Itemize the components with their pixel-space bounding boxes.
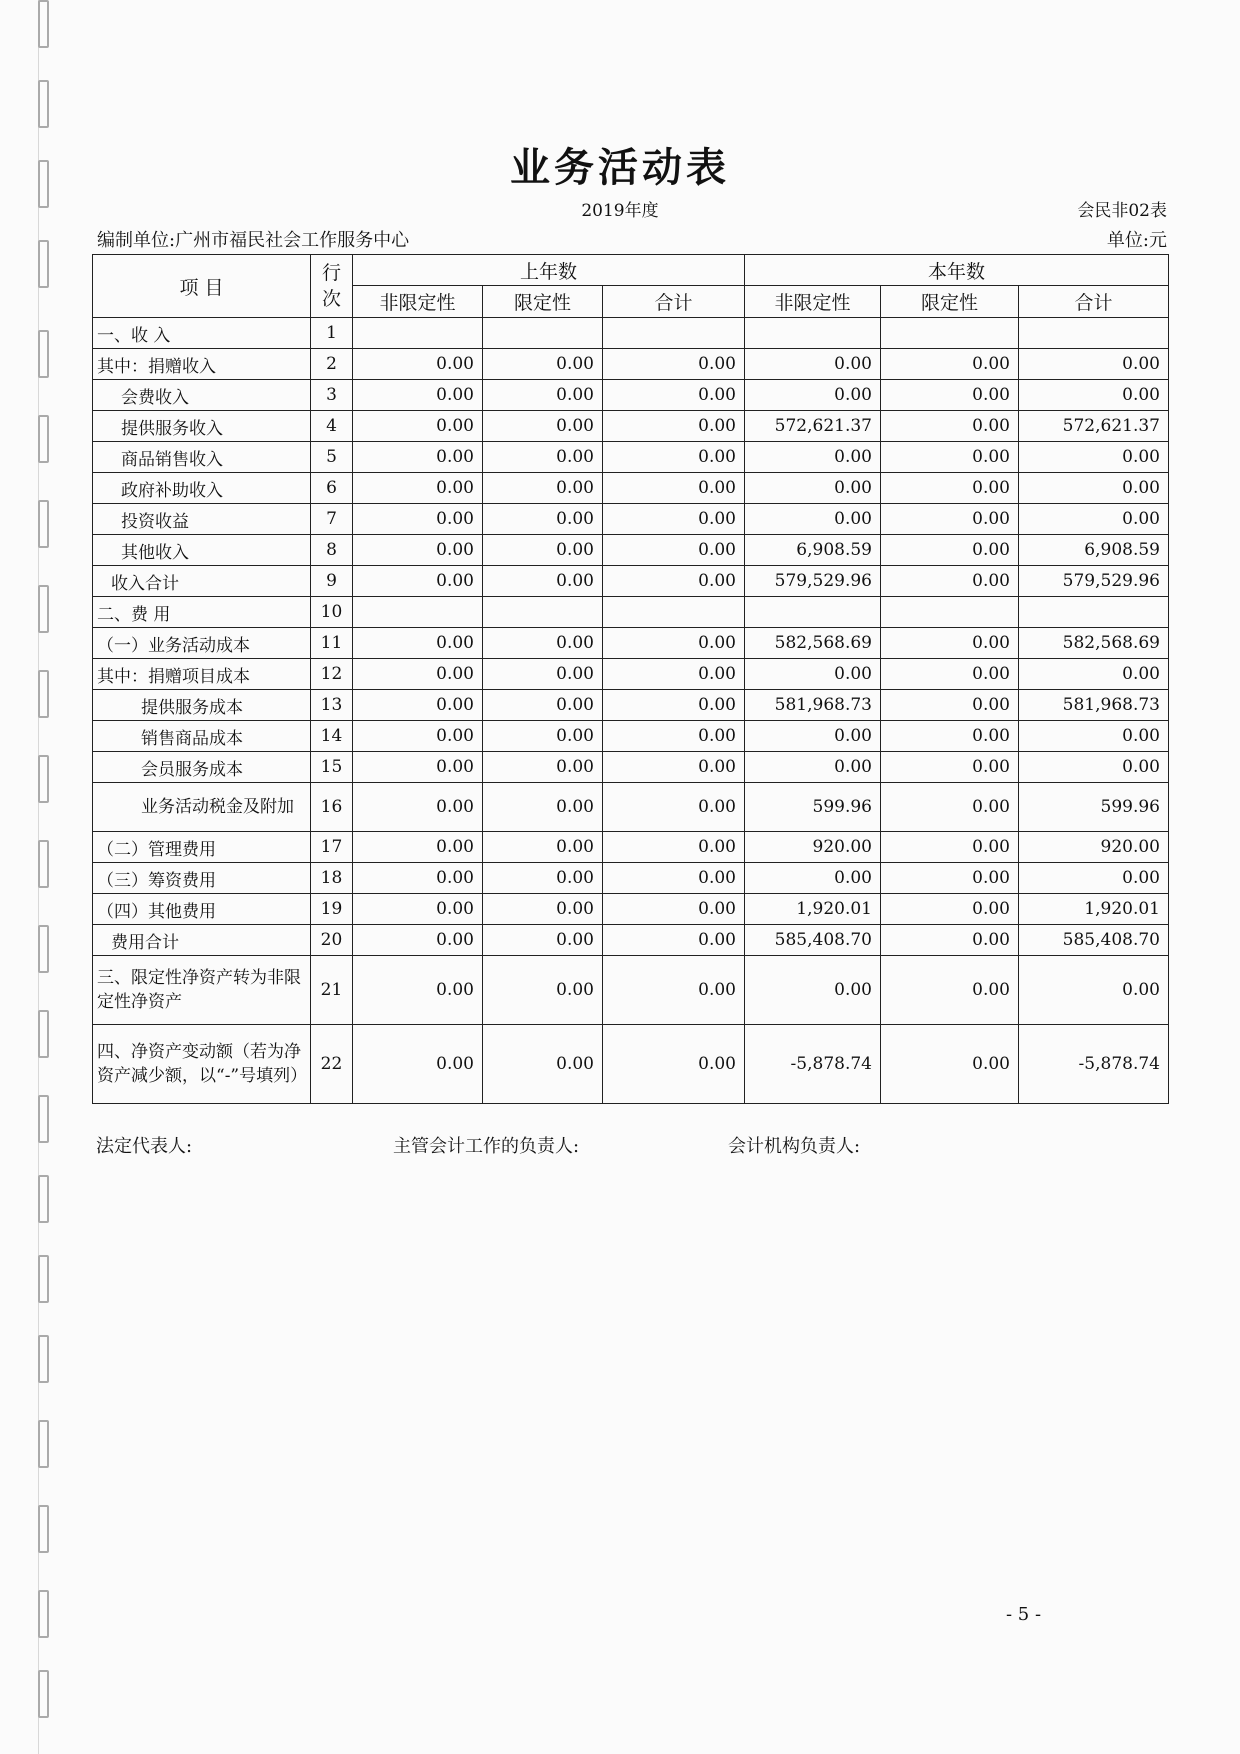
binding-hole [38, 840, 49, 888]
row-label: 其他收入 [93, 535, 311, 566]
header-current-total: 合计 [1019, 286, 1169, 318]
cell-value: 0.00 [1019, 442, 1169, 473]
cell-value: 0.00 [603, 863, 745, 894]
cell-value: 581,968.73 [745, 690, 881, 721]
cell-value: 0.00 [603, 535, 745, 566]
signature-legal-representative: 法定代表人: [96, 1136, 193, 1157]
cell-value: 0.00 [353, 956, 483, 1025]
cell-value: 572,621.37 [745, 411, 881, 442]
cell-value [1019, 597, 1169, 628]
table-row [93, 566, 1169, 597]
cell-value: 920.00 [1019, 832, 1169, 863]
cell-value: 0.00 [603, 473, 745, 504]
cell-value: 0.00 [881, 894, 1019, 925]
table-row [93, 690, 1169, 721]
cell-value: 0.00 [881, 690, 1019, 721]
cell-value [603, 318, 745, 349]
cell-value: 0.00 [603, 752, 745, 783]
cell-value: 0.00 [1019, 956, 1169, 1025]
cell-value: 0.00 [881, 380, 1019, 411]
row-label-text: 业务活动税金及附加 [141, 797, 294, 817]
header-current-restricted: 限定性 [881, 286, 1019, 318]
row-line-no: 13 [311, 690, 353, 721]
row-label: 一、收 入 [93, 318, 311, 349]
header-current-unrestricted: 非限定性 [745, 286, 881, 318]
cell-value: 0.00 [353, 504, 483, 535]
cell-value: 0.00 [603, 442, 745, 473]
cell-value: 0.00 [603, 690, 745, 721]
cell-value: 0.00 [483, 628, 603, 659]
cell-value [353, 597, 483, 628]
cell-value: 0.00 [483, 894, 603, 925]
row-label [93, 783, 311, 832]
form-number: 会民非02表 [1077, 201, 1167, 221]
cell-value: 0.00 [1019, 721, 1169, 752]
binding-hole [38, 925, 49, 973]
cell-value: 1,920.01 [1019, 894, 1169, 925]
cell-value: 0.00 [483, 566, 603, 597]
cell-value: 0.00 [603, 566, 745, 597]
cell-value: 0.00 [881, 721, 1019, 752]
row-line-no: 15 [311, 752, 353, 783]
row-line-no: 3 [311, 380, 353, 411]
header-prior-restricted: 限定性 [483, 286, 603, 318]
cell-value: 0.00 [603, 832, 745, 863]
row-label: （一）业务活动成本 [93, 628, 311, 659]
cell-value: 0.00 [745, 956, 881, 1025]
header-item: 项 目 [93, 255, 311, 318]
binding-hole [38, 1590, 49, 1638]
cell-value: 0.00 [603, 628, 745, 659]
cell-value: 0.00 [353, 721, 483, 752]
cell-value: 0.00 [603, 783, 745, 832]
cell-value: 0.00 [353, 380, 483, 411]
binding-hole [38, 80, 49, 128]
table-row [93, 783, 1169, 832]
cell-value: 0.00 [603, 659, 745, 690]
row-line-no: 9 [311, 566, 353, 597]
cell-value [483, 318, 603, 349]
binding-hole [38, 670, 49, 718]
table-row [93, 318, 1169, 349]
row-line-no: 6 [311, 473, 353, 504]
cell-value: 0.00 [745, 504, 881, 535]
cell-value: 0.00 [353, 535, 483, 566]
cell-value: 0.00 [353, 832, 483, 863]
cell-value: 0.00 [353, 473, 483, 504]
cell-value: 0.00 [881, 411, 1019, 442]
cell-value: 0.00 [483, 690, 603, 721]
row-label: 会费收入 [93, 380, 311, 411]
cell-value: 0.00 [353, 566, 483, 597]
row-label: 四、净资产变动额（若为净资产减少额，以“-”号填列） [93, 1025, 311, 1104]
row-line-no: 2 [311, 349, 353, 380]
cell-value: 0.00 [483, 442, 603, 473]
cell-value: 0.00 [745, 659, 881, 690]
cell-value [603, 597, 745, 628]
cell-value [745, 318, 881, 349]
cell-value: 0.00 [603, 894, 745, 925]
cell-value: -5,878.74 [745, 1025, 881, 1104]
cell-value: 0.00 [483, 721, 603, 752]
table-row [93, 956, 1169, 1025]
cell-value: 0.00 [881, 473, 1019, 504]
binding-hole [38, 1670, 49, 1718]
cell-value: 0.00 [353, 863, 483, 894]
cell-value: 0.00 [603, 504, 745, 535]
cell-value: 0.00 [483, 752, 603, 783]
cell-value: 0.00 [353, 752, 483, 783]
cell-value: 0.00 [881, 442, 1019, 473]
row-line-no: 4 [311, 411, 353, 442]
row-label: （四）其他费用 [93, 894, 311, 925]
cell-value: 0.00 [483, 1025, 603, 1104]
row-label: 收入合计 [93, 566, 311, 597]
cell-value: 582,568.69 [1019, 628, 1169, 659]
cell-value: 0.00 [603, 349, 745, 380]
currency-unit: 单位:元 [1106, 230, 1167, 251]
cell-value: 0.00 [881, 1025, 1019, 1104]
cell-value: 0.00 [881, 659, 1019, 690]
cell-value: 581,968.73 [1019, 690, 1169, 721]
page-number: - 5 - [1006, 1604, 1042, 1625]
row-line-no: 16 [311, 783, 353, 832]
binding-holes [38, 0, 52, 1754]
cell-value: 920.00 [745, 832, 881, 863]
cell-value [881, 318, 1019, 349]
cell-value: 0.00 [603, 925, 745, 956]
cell-value: 0.00 [881, 925, 1019, 956]
cell-value: 0.00 [483, 659, 603, 690]
cell-value: 0.00 [353, 628, 483, 659]
binding-hole [38, 755, 49, 803]
header-current-year: 本年数 [745, 255, 1169, 286]
table-row [93, 863, 1169, 894]
table-row [93, 473, 1169, 504]
binding-hole [38, 585, 49, 633]
table-row [93, 752, 1169, 783]
cell-value: 0.00 [1019, 473, 1169, 504]
page-title: 业务活动表 [510, 144, 730, 191]
cell-value: 0.00 [603, 956, 745, 1025]
cell-value: 579,529.96 [745, 566, 881, 597]
table-row [93, 925, 1169, 956]
cell-value: 0.00 [353, 411, 483, 442]
cell-value: 0.00 [603, 721, 745, 752]
binding-hole [38, 1010, 49, 1058]
table-row [93, 504, 1169, 535]
cell-value [881, 597, 1019, 628]
cell-value [353, 318, 483, 349]
row-label: 提供服务收入 [93, 411, 311, 442]
cell-value: 0.00 [353, 1025, 483, 1104]
cell-value: 0.00 [881, 752, 1019, 783]
cell-value: 0.00 [353, 690, 483, 721]
binding-hole [38, 1505, 49, 1553]
row-line-no: 18 [311, 863, 353, 894]
cell-value: 599.96 [745, 783, 881, 832]
cell-value: 599.96 [1019, 783, 1169, 832]
row-line-no: 8 [311, 535, 353, 566]
cell-value: 585,408.70 [1019, 925, 1169, 956]
cell-value: 0.00 [483, 956, 603, 1025]
table-row [93, 349, 1169, 380]
row-line-no: 10 [311, 597, 353, 628]
binding-hole [38, 415, 49, 463]
row-label: 三、限定性净资产转为非限定性净资产 [93, 956, 311, 1025]
cell-value: 0.00 [353, 925, 483, 956]
table-row [93, 894, 1169, 925]
header-line-no: 行次 [311, 255, 353, 318]
binding-hole [38, 1255, 49, 1303]
row-label: 费用合计 [93, 925, 311, 956]
cell-value: 0.00 [483, 411, 603, 442]
binding-hole [38, 240, 49, 288]
binding-hole [38, 0, 49, 48]
cell-value [745, 597, 881, 628]
cell-value: 0.00 [745, 349, 881, 380]
binding-hole [38, 500, 49, 548]
row-label: 会员服务成本 [93, 752, 311, 783]
cell-value: 0.00 [353, 783, 483, 832]
cell-value: 0.00 [745, 863, 881, 894]
row-line-no: 17 [311, 832, 353, 863]
cell-value: 0.00 [483, 349, 603, 380]
row-label: 投资收益 [93, 504, 311, 535]
cell-value: 0.00 [1019, 349, 1169, 380]
row-line-no: 20 [311, 925, 353, 956]
cell-value: 0.00 [483, 473, 603, 504]
header-prior-year: 上年数 [353, 255, 745, 286]
cell-value [1019, 318, 1169, 349]
cell-value: 0.00 [483, 535, 603, 566]
header-prior-unrestricted: 非限定性 [353, 286, 483, 318]
binding-hole [38, 1175, 49, 1223]
cell-value: 0.00 [353, 659, 483, 690]
row-label: 商品销售收入 [93, 442, 311, 473]
cell-value: 0.00 [603, 380, 745, 411]
cell-value: 0.00 [1019, 752, 1169, 783]
row-line-no: 7 [311, 504, 353, 535]
row-label: 销售商品成本 [93, 721, 311, 752]
row-line-no: 5 [311, 442, 353, 473]
cell-value: 0.00 [881, 863, 1019, 894]
cell-value: 582,568.69 [745, 628, 881, 659]
cell-value: 0.00 [483, 380, 603, 411]
cell-value: 0.00 [745, 752, 881, 783]
cell-value: 0.00 [1019, 504, 1169, 535]
row-label: 其中：捐赠收入 [93, 349, 311, 380]
row-label: 提供服务成本 [93, 690, 311, 721]
cell-value: -5,878.74 [1019, 1025, 1169, 1104]
cell-value: 0.00 [353, 349, 483, 380]
cell-value: 572,621.37 [1019, 411, 1169, 442]
cell-value: 0.00 [1019, 659, 1169, 690]
row-label: 其中：捐赠项目成本 [93, 659, 311, 690]
cell-value: 0.00 [881, 956, 1019, 1025]
signature-accounting-dept-head: 会计机构负责人: [728, 1136, 861, 1157]
row-label: （二）管理费用 [93, 832, 311, 863]
cell-value: 0.00 [603, 411, 745, 442]
cell-value: 0.00 [1019, 863, 1169, 894]
cell-value: 6,908.59 [1019, 535, 1169, 566]
cell-value: 0.00 [881, 566, 1019, 597]
table-row [93, 1025, 1169, 1104]
binding-hole [38, 1095, 49, 1143]
report-year: 2019年度 [581, 201, 659, 221]
cell-value: 0.00 [881, 783, 1019, 832]
cell-value: 0.00 [745, 380, 881, 411]
cell-value: 0.00 [483, 863, 603, 894]
cell-value: 0.00 [483, 783, 603, 832]
table-row [93, 535, 1169, 566]
table-row [93, 597, 1169, 628]
signature-accounting-head: 主管会计工作的负责人: [393, 1136, 580, 1157]
cell-value: 0.00 [483, 925, 603, 956]
row-line-no: 12 [311, 659, 353, 690]
cell-value: 0.00 [603, 1025, 745, 1104]
cell-value: 0.00 [881, 832, 1019, 863]
cell-value: 6,908.59 [745, 535, 881, 566]
cell-value: 0.00 [1019, 380, 1169, 411]
table-row [93, 411, 1169, 442]
binding-hole [38, 1335, 49, 1383]
cell-value: 0.00 [353, 894, 483, 925]
cell-value: 0.00 [483, 504, 603, 535]
cell-value: 0.00 [745, 473, 881, 504]
row-line-no: 22 [311, 1025, 353, 1104]
table-row [93, 380, 1169, 411]
binding-hole [38, 330, 49, 378]
cell-value: 585,408.70 [745, 925, 881, 956]
cell-value [483, 597, 603, 628]
row-line-no: 1 [311, 318, 353, 349]
row-line-no: 19 [311, 894, 353, 925]
table-row [93, 442, 1169, 473]
table-row [93, 628, 1169, 659]
table-row [93, 659, 1169, 690]
row-line-no: 14 [311, 721, 353, 752]
cell-value: 0.00 [483, 832, 603, 863]
row-line-no: 11 [311, 628, 353, 659]
cell-value: 0.00 [745, 721, 881, 752]
cell-value: 0.00 [881, 535, 1019, 566]
table-row [93, 721, 1169, 752]
cell-value: 0.00 [881, 628, 1019, 659]
row-label: （三）筹资费用 [93, 863, 311, 894]
row-label: 二、费 用 [93, 597, 311, 628]
cell-value: 1,920.01 [745, 894, 881, 925]
cell-value: 0.00 [353, 442, 483, 473]
row-label: 政府补助收入 [93, 473, 311, 504]
cell-value: 0.00 [745, 442, 881, 473]
activity-statement-table [92, 254, 1169, 1104]
binding-hole [38, 1420, 49, 1468]
table-row [93, 832, 1169, 863]
cell-value: 579,529.96 [1019, 566, 1169, 597]
preparing-organization: 编制单位:广州市福民社会工作服务中心 [97, 230, 410, 251]
header-prior-total: 合计 [603, 286, 745, 318]
cell-value: 0.00 [881, 504, 1019, 535]
cell-value: 0.00 [881, 349, 1019, 380]
row-line-no: 21 [311, 956, 353, 1025]
